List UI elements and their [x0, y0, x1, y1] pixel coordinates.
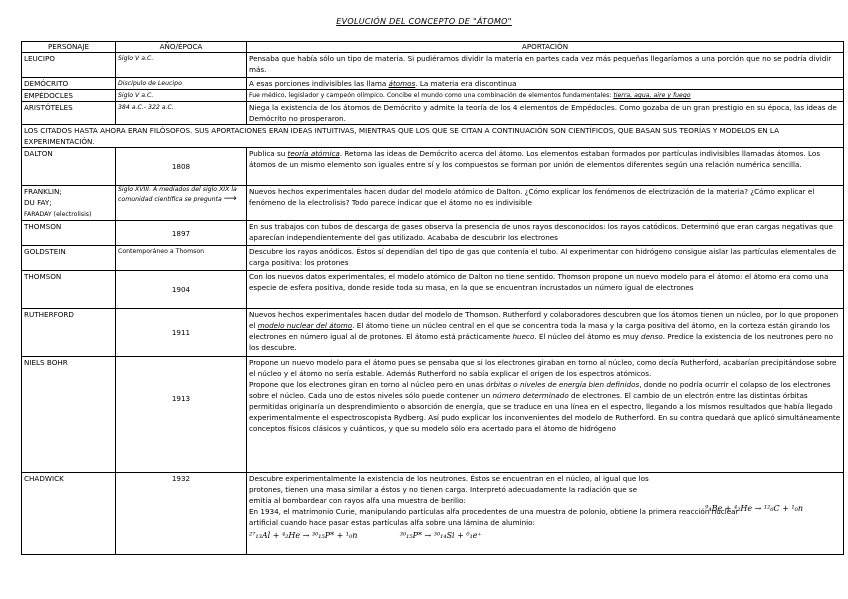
text-cell [247, 473, 844, 555]
name-cell: LEUCIPO [22, 53, 116, 78]
table-row-thomson-1897 [22, 221, 844, 246]
year-cell: 1897 [116, 221, 247, 246]
phosphorus-decay-formula: ³⁰₁₅P* → ³⁰₁₄Si + ⁰₁e⁺ [399, 531, 482, 540]
year-cell: Discípulo de Leucipo [116, 78, 247, 90]
table-row-chadwick [22, 473, 844, 555]
name-cell: DALTON [22, 148, 116, 186]
table-row-rutherford [22, 309, 844, 357]
text-cell: Nuevos hechos experimentales hacen dudar del modelo atómico de Dalton. ¿Cómo explicar los fenómenos de electrización de la materia? ¿Cómo explicar el fenómeno de la electrolisis? Todo parece indicar que el átomo no es indivisible [247, 186, 844, 221]
table-row-aristoteles [22, 102, 844, 125]
page-title: EVOLUCIÓN DEL CONCEPTO DE "ÁTOMO" [336, 17, 512, 26]
name-cell: RUTHERFORD [22, 309, 116, 357]
aluminium-reaction-formula: ²⁷₁₃Al + ⁴₂He → ³⁰₁₅P* + ¹₀n [249, 531, 358, 540]
header-anio: AÑO/ÉPOCA [116, 42, 247, 53]
name-cell: ARISTÓTELES [22, 102, 116, 125]
text-cell: En sus trabajos con tubos de descarga de gases observa la presencia de unos rayos desconocidos: los rayos catódicos. Determinó que eran cargas negativas que aparecían independientemente del gas utilizado. Acababa de descubrir los electrones [247, 221, 844, 246]
table-row-empedocles [22, 90, 844, 102]
year-cell: 1932 [116, 473, 247, 555]
name-cell: CHADWICK [22, 473, 116, 555]
year-cell: 384 a.C.- 322 a.C. [116, 102, 247, 125]
name-cell: NIELS BOHR [22, 357, 116, 473]
year-cell: 1913 [116, 357, 247, 473]
text-cell: Nuevos hechos experimentales hacen dudar del modelo de Thomson. Rutherford y colaboradores descubren que los átomos tienen un núcleo, por lo que proponen el modelo nuclear del átomo. El átomo tiene un núcleo central en el que se concentra toda la masa y la carga positiva del átomo, en la corteza están girando los electrones en número igual al de protones. El átomo está prácticamente hueco. El núcleo del átomo es muy denso. Predice la existencia de los neutrones pero no los descubre. [247, 309, 844, 357]
table-row-bohr [22, 357, 844, 473]
text-cell: Pensaba que había sólo un tipo de materia. Si pudiéramos dividir la materia en partes cada vez más pequeñas llegaríamos a una porción que no se podría dividir más. [247, 53, 844, 78]
text-cell: A esas porciones indivisibles las llama átomos. La materia era discontinua [247, 78, 844, 90]
table-row-franklin [22, 186, 844, 221]
header-personaje: PERSONAJE [22, 42, 116, 53]
text-cell: Propone un nuevo modelo para el átomo pues se pensaba que si los electrones giraban en torno al núcleo, como decía Rutherford, acabarían precipitándose sobre el núcleo y el átomo no sería estable. Además Rutherford no sabía explicar el origen de los espectros atómicos. Propone que los electrones giran en torno al núcleo pero en unas órbitas o niveles de energía bien definidos, donde no podría ocurrir el colapso de los electrones sobre el núcleo. Cada uno de estos niveles sólo puede contener un número determinado de electrones. El cambio de un electrón entre las distintas órbitas permitidas originaría un desprendimiento o absorción de energía, que se traduce en una línea en el espectro, llegando a los mismos resultados que había llegado experimentalmente el espectroscopista Rydberg. Así pudo explicar los inconvenientes del modelo de Rutherford. En su contra quedará que aplicó simultáneamente conceptos físicos clásicos y cuánticos, y que su modelo sólo era acertado para el átomo de hidrógeno [247, 357, 844, 473]
table-header-row [22, 42, 844, 53]
header-aportacion: APORTACIÓN [247, 42, 844, 53]
name-cell: GOLDSTEIN [22, 246, 116, 271]
year-cell: 1808 [116, 148, 247, 186]
name-cell: DEMÓCRITO [22, 78, 116, 90]
year-cell: 1911 [116, 309, 247, 357]
table-row-dalton [22, 148, 844, 186]
text-cell: Con los nuevos datos experimentales, el modelo atómico de Dalton no tiene sentido. Thomson propone un nuevo modelo para el átomo: el átomo era como una especie de esfera positiva, donde reside toda su masa, en la que se encuentran incrustados un número igual de electrones [247, 271, 844, 309]
table-row-leucipo [22, 53, 844, 78]
table-row-thomson-1904 [22, 271, 844, 309]
chadwick-text-2: En 1934, el matrimonio Curie, manipulando partículas alfa procedentes de una muestra de polonio, obtiene la primera reacción nuclear artificial cuando hace pasar estas partículas alfa sobre una lámina de aluminio: [249, 507, 739, 527]
year-cell: Siglo V a.C. [116, 90, 247, 102]
name-cell: THOMSON [22, 271, 116, 309]
arrow-right-icon: ⟶ [223, 193, 237, 204]
name-cell: EMPÉDOCLES [22, 90, 116, 102]
chadwick-text-1: Descubre experimentalmente la existencia de los neutrones. Éstos se encuentran en el núcleo, al igual que los protones, tienen una masa similar a éstos y no tienen carga. Interpretó adecuadamente la radiación que se emitía al bombardear con rayos alfa una muestra de berilio: [249, 474, 649, 505]
year-cell: Contemporáneo a Thomson [116, 246, 247, 271]
text-cell: Niega la existencia de los átomos de Demócrito y admite la teoría de los 4 elementos de Empédocles. Como gozaba de un gran prestigio en su época, las ideas de Demócrito no prosperaron. [247, 102, 844, 125]
text-cell: Descubre los rayos anódicos. Éstos sí dependían del tipo de gas que contenía el tubo. Al experimentar con hidrógeno consigue aislar las partículas elementales de carga positiva: los protones [247, 246, 844, 271]
name-cell: FRANKLIN; DU FAY; FARADAY (electrolisis) [22, 186, 116, 221]
table-row-democrito [22, 78, 844, 90]
text-cell: Publica su teoría atómica. Retoma las ideas de Demócrito acerca del átomo. Los elementos estaban formados por partículas indivisibles llamadas átomos. Los átomos de un mismo elemento son iguales entre sí y los compuestos se forman por unión de elementos diferentes según una relación numérica sencilla. [247, 148, 844, 186]
note-cell: LOS CITADOS HASTA AHORA ERAN FILÓSOFOS. SUS APORTACIONES ERAN IDEAS INTUITIVAS, MIENTRAS QUE LOS QUE SE CITAN A CONTINUACIÓN SON CIENTÍFICOS, QUE BASAN SUS TEORÍAS Y MODELOS EN LA EXPERIMENTACIÓN. [22, 125, 844, 148]
year-cell: 1904 [116, 271, 247, 309]
table-row-goldstein [22, 246, 844, 271]
atom-history-table [21, 41, 844, 555]
table-row-note [22, 125, 844, 148]
year-cell: Siglo XVIII. A mediados del siglo XIX la comunidad científica se pregunta ⟶ [116, 186, 247, 221]
year-cell: Siglo V a.C. [116, 53, 247, 78]
text-cell: Fue médico, legislador y campeón olímpico. Concibe el mundo como una combinación de elementos fundamentales: tierra, agua, aire y fuego [247, 90, 844, 102]
beryllium-reaction-formula: ⁹₄Be + ⁴₂He → ¹²₆C + ¹₀n [705, 504, 803, 513]
name-cell: THOMSON [22, 221, 116, 246]
